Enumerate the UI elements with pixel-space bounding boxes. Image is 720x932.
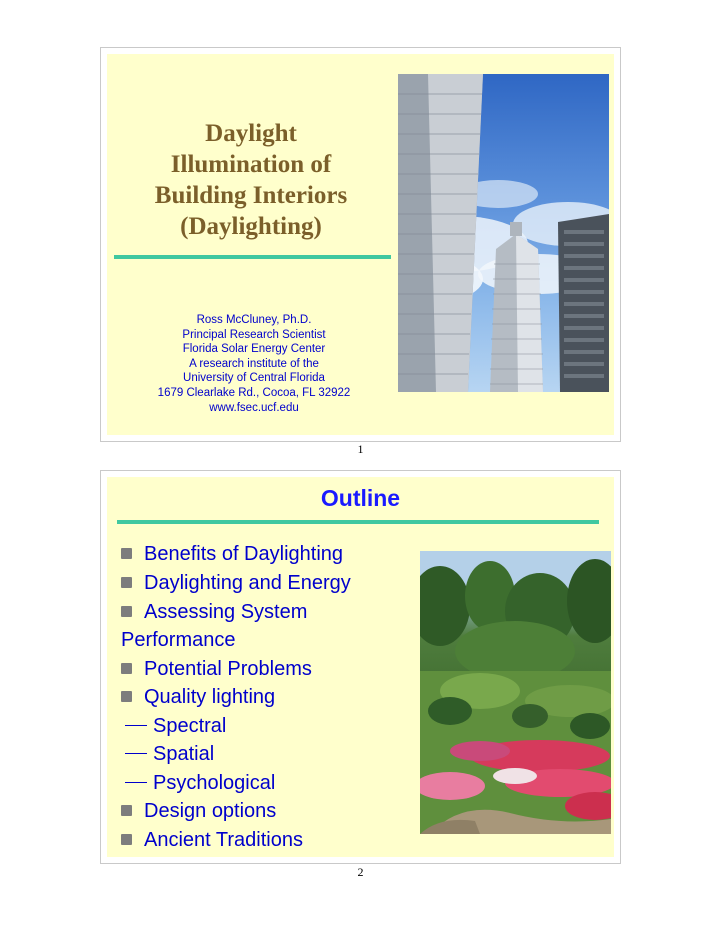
- square-bullet-icon: [121, 606, 132, 617]
- sub-list-item-label: Spectral: [153, 715, 227, 737]
- sub-list-item: [125, 715, 226, 738]
- dash-bullet-icon: [125, 753, 147, 754]
- page-number: 2: [357, 865, 364, 879]
- author-website: www.fsec.ucf.edu: [209, 401, 299, 414]
- list-item: [121, 601, 307, 624]
- sub-list-item: [125, 772, 275, 795]
- list-item-label: Design options: [144, 800, 277, 822]
- square-bullet-icon: [121, 548, 132, 559]
- square-bullet-icon: [121, 805, 132, 816]
- sub-list-item: [125, 743, 214, 766]
- dash-bullet-icon: [125, 782, 147, 783]
- list-item-label: Assessing System: [144, 601, 308, 623]
- garden-photo: [420, 551, 611, 834]
- square-bullet-icon: [121, 691, 132, 702]
- slide-2-title: Outline: [320, 485, 401, 511]
- title-divider: [117, 520, 599, 524]
- square-bullet-icon: [121, 663, 132, 674]
- list-item: [121, 543, 343, 566]
- slide-1: [100, 47, 621, 456]
- author-name: Ross McCluney, Ph.D.: [196, 314, 312, 326]
- sub-list-item-label: Psychological: [153, 772, 276, 794]
- list-item-label: Daylighting and Energy: [144, 572, 351, 594]
- skyscrapers-illustration: [398, 74, 609, 392]
- author-org: Florida Solar Energy Center: [182, 343, 326, 356]
- page-number: 1: [357, 442, 364, 456]
- author-address: 1679 Clearlake Rd., Cocoa, FL 32922: [157, 386, 351, 399]
- author-title: Principal Research Scientist: [182, 328, 326, 341]
- list-item: [121, 800, 276, 823]
- garden-illustration: [420, 551, 611, 834]
- list-item-continuation: Performance: [121, 629, 236, 651]
- square-bullet-icon: [121, 834, 132, 845]
- title-line: Daylight: [205, 120, 297, 147]
- list-item-label: Quality lighting: [144, 686, 276, 708]
- author-org-desc: A research institute of the: [189, 357, 319, 370]
- list-item: [121, 829, 303, 852]
- list-item-label: Potential Problems: [144, 658, 312, 680]
- list-item-label: Ancient Traditions: [144, 829, 303, 851]
- dash-bullet-icon: [125, 725, 147, 726]
- title-line: (Daylighting): [180, 213, 322, 240]
- skyscrapers-photo: [398, 74, 609, 392]
- title-line: Illumination of: [170, 151, 332, 178]
- sub-list-item-label: Spatial: [153, 743, 215, 765]
- list-item-label: Benefits of Daylighting: [144, 543, 344, 565]
- slide-1-title: [133, 118, 369, 242]
- title-line: Building Interiors: [154, 182, 348, 209]
- list-item: [121, 686, 275, 709]
- author-university: University of Central Florida: [183, 372, 325, 385]
- list-item: [121, 572, 351, 595]
- square-bullet-icon: [121, 577, 132, 588]
- author-info: [119, 313, 389, 415]
- title-divider: [114, 255, 391, 259]
- slide-2: [100, 470, 621, 879]
- list-item: [121, 658, 312, 681]
